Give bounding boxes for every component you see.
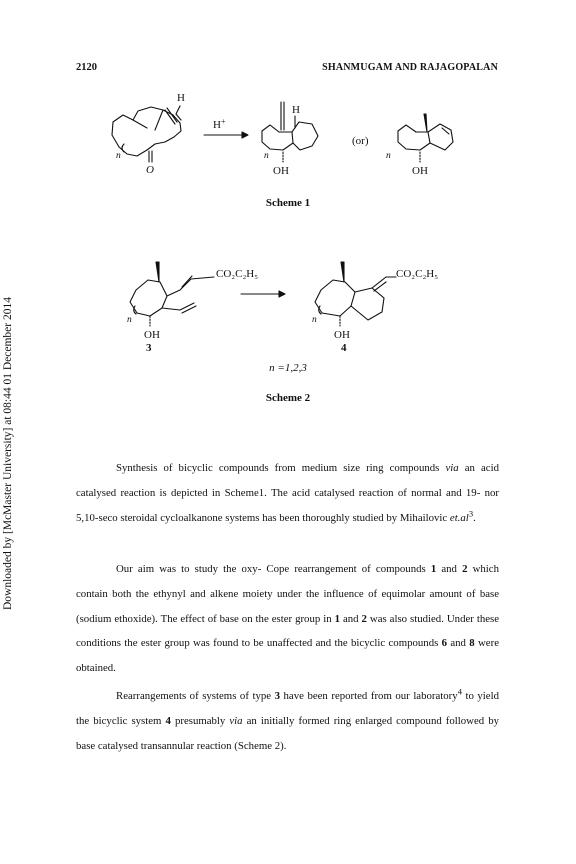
text-run: was also studied. Under these conditions the ester group was found to be unaffected and the bicyclic compounds [76,612,500,650]
italic-run: et.al [449,511,469,524]
methyl-wedge-icon [341,262,344,282]
text-run: Our aim was to study the oxy- Cope rearrangement of compounds [116,563,431,575]
hydrogen-label: H [177,92,185,104]
methyl-wedge-icon [424,114,427,132]
compound-ref: 3 [274,690,280,702]
hydroxyl-label: OH [144,329,160,341]
scheme-1-product-a [262,102,318,177]
text-run: and [340,612,362,625]
bond-lines [292,122,318,150]
compound-3-structure [127,262,258,354]
compound-ref: 1 [430,563,437,575]
bond-lines [428,124,453,150]
hydroxyl-label: OH [412,165,428,177]
text-run: have been reported from our laboratory [280,690,458,702]
bond-lines [176,106,180,114]
bond-lines [155,110,163,130]
bond-lines [315,280,355,316]
text-run: . [473,511,476,524]
compound-4-structure [312,262,438,354]
bond-lines [182,276,192,287]
bond-lines [262,125,293,150]
bond-lines [133,120,147,128]
scheme-1-starting-ketone [112,92,185,176]
hydrogen-label: H [292,104,300,116]
text-run: presumably [170,714,230,727]
reference-superscript: 3 [468,508,474,518]
paragraph-1 [76,456,499,530]
acid-label: H+ [213,117,226,131]
compound-ref: 1 [334,612,340,625]
download-watermark: Downloaded by [McMaster University] at 08:44 01 December 2014 [2,297,14,610]
text-run: to yield the bicyclic system [76,690,499,727]
bond-lines [351,288,384,320]
bond-lines [182,306,196,313]
ring-size-label: n [127,315,132,325]
compound-ref: 8 [469,637,475,650]
bond-lines [372,277,386,288]
ester-label: CO₂C₂H₅ [216,268,259,280]
text-run: an initially formed ring enlarged compound followed by base catalysed transannular reaction (Scheme 2). [76,714,500,752]
text-run: Synthesis of bicyclic compounds from medium size ring compounds [116,462,446,474]
compound-ref: 6 [441,637,448,650]
page-number: 2120 [76,62,97,73]
bond-lines [374,282,386,291]
n-values-label: n =1,2,3 [269,362,307,374]
hydroxyl-label: OH [273,165,289,177]
text-run: Rearrangements of systems of type [116,690,275,702]
ring-size-label: n [386,151,391,161]
ring-size-label: n [116,151,121,161]
scheme-1-figure [0,80,576,195]
scheme-1-arrow [204,117,248,138]
reference-superscript: 4 [457,686,462,697]
text-run: were obtained. [76,637,499,675]
scheme-1-caption: Scheme 1 [265,197,311,209]
paragraph-3 [76,684,499,758]
arrow-head-icon [242,132,248,138]
scheme-1-product-b [386,114,453,177]
italic-run: via [229,714,243,727]
bond-lines [398,125,430,150]
compound-ref: 2 [462,563,468,575]
text-run: and [436,563,463,575]
text-run: and [447,637,470,650]
compound-ref: 4 [165,714,171,727]
compound-3-number: 3 [146,342,152,354]
text-run: an acid catalysed reaction is depicted in Scheme1. The acid catalysed reaction of normal and 19- nor 5,10-seco steroidal cycloalkanone systems has been thoroughly studied by Mihailovic [76,462,499,524]
compound-4-number: 4 [341,342,347,354]
compound-ref: 2 [361,612,367,625]
ring-size-label: n [312,315,317,325]
bond-lines [130,280,167,316]
ester-label: CO₂C₂H₅ [396,268,439,280]
or-label: (or) [352,135,369,147]
arrow-head-icon [279,291,285,297]
scheme-2-figure [0,250,576,355]
running-head: SHANMUGAM AND RAJAGOPALAN [322,62,498,73]
scheme-2-arrow [241,291,285,297]
hydroxyl-label: OH [334,329,350,341]
scheme-2-caption: Scheme 2 [265,392,311,404]
methyl-wedge-icon [156,262,159,282]
oxygen-label: O [146,164,154,176]
bond-lines [167,277,214,296]
text-run: which contain both the ethynyl and alkene moiety under the influence of equimolar amount of base (sodium ethoxide). The effect of base on the ester group in [76,563,499,625]
ring-size-label: n [264,151,269,161]
paragraph-2 [76,557,499,681]
italic-run: via [445,462,459,474]
